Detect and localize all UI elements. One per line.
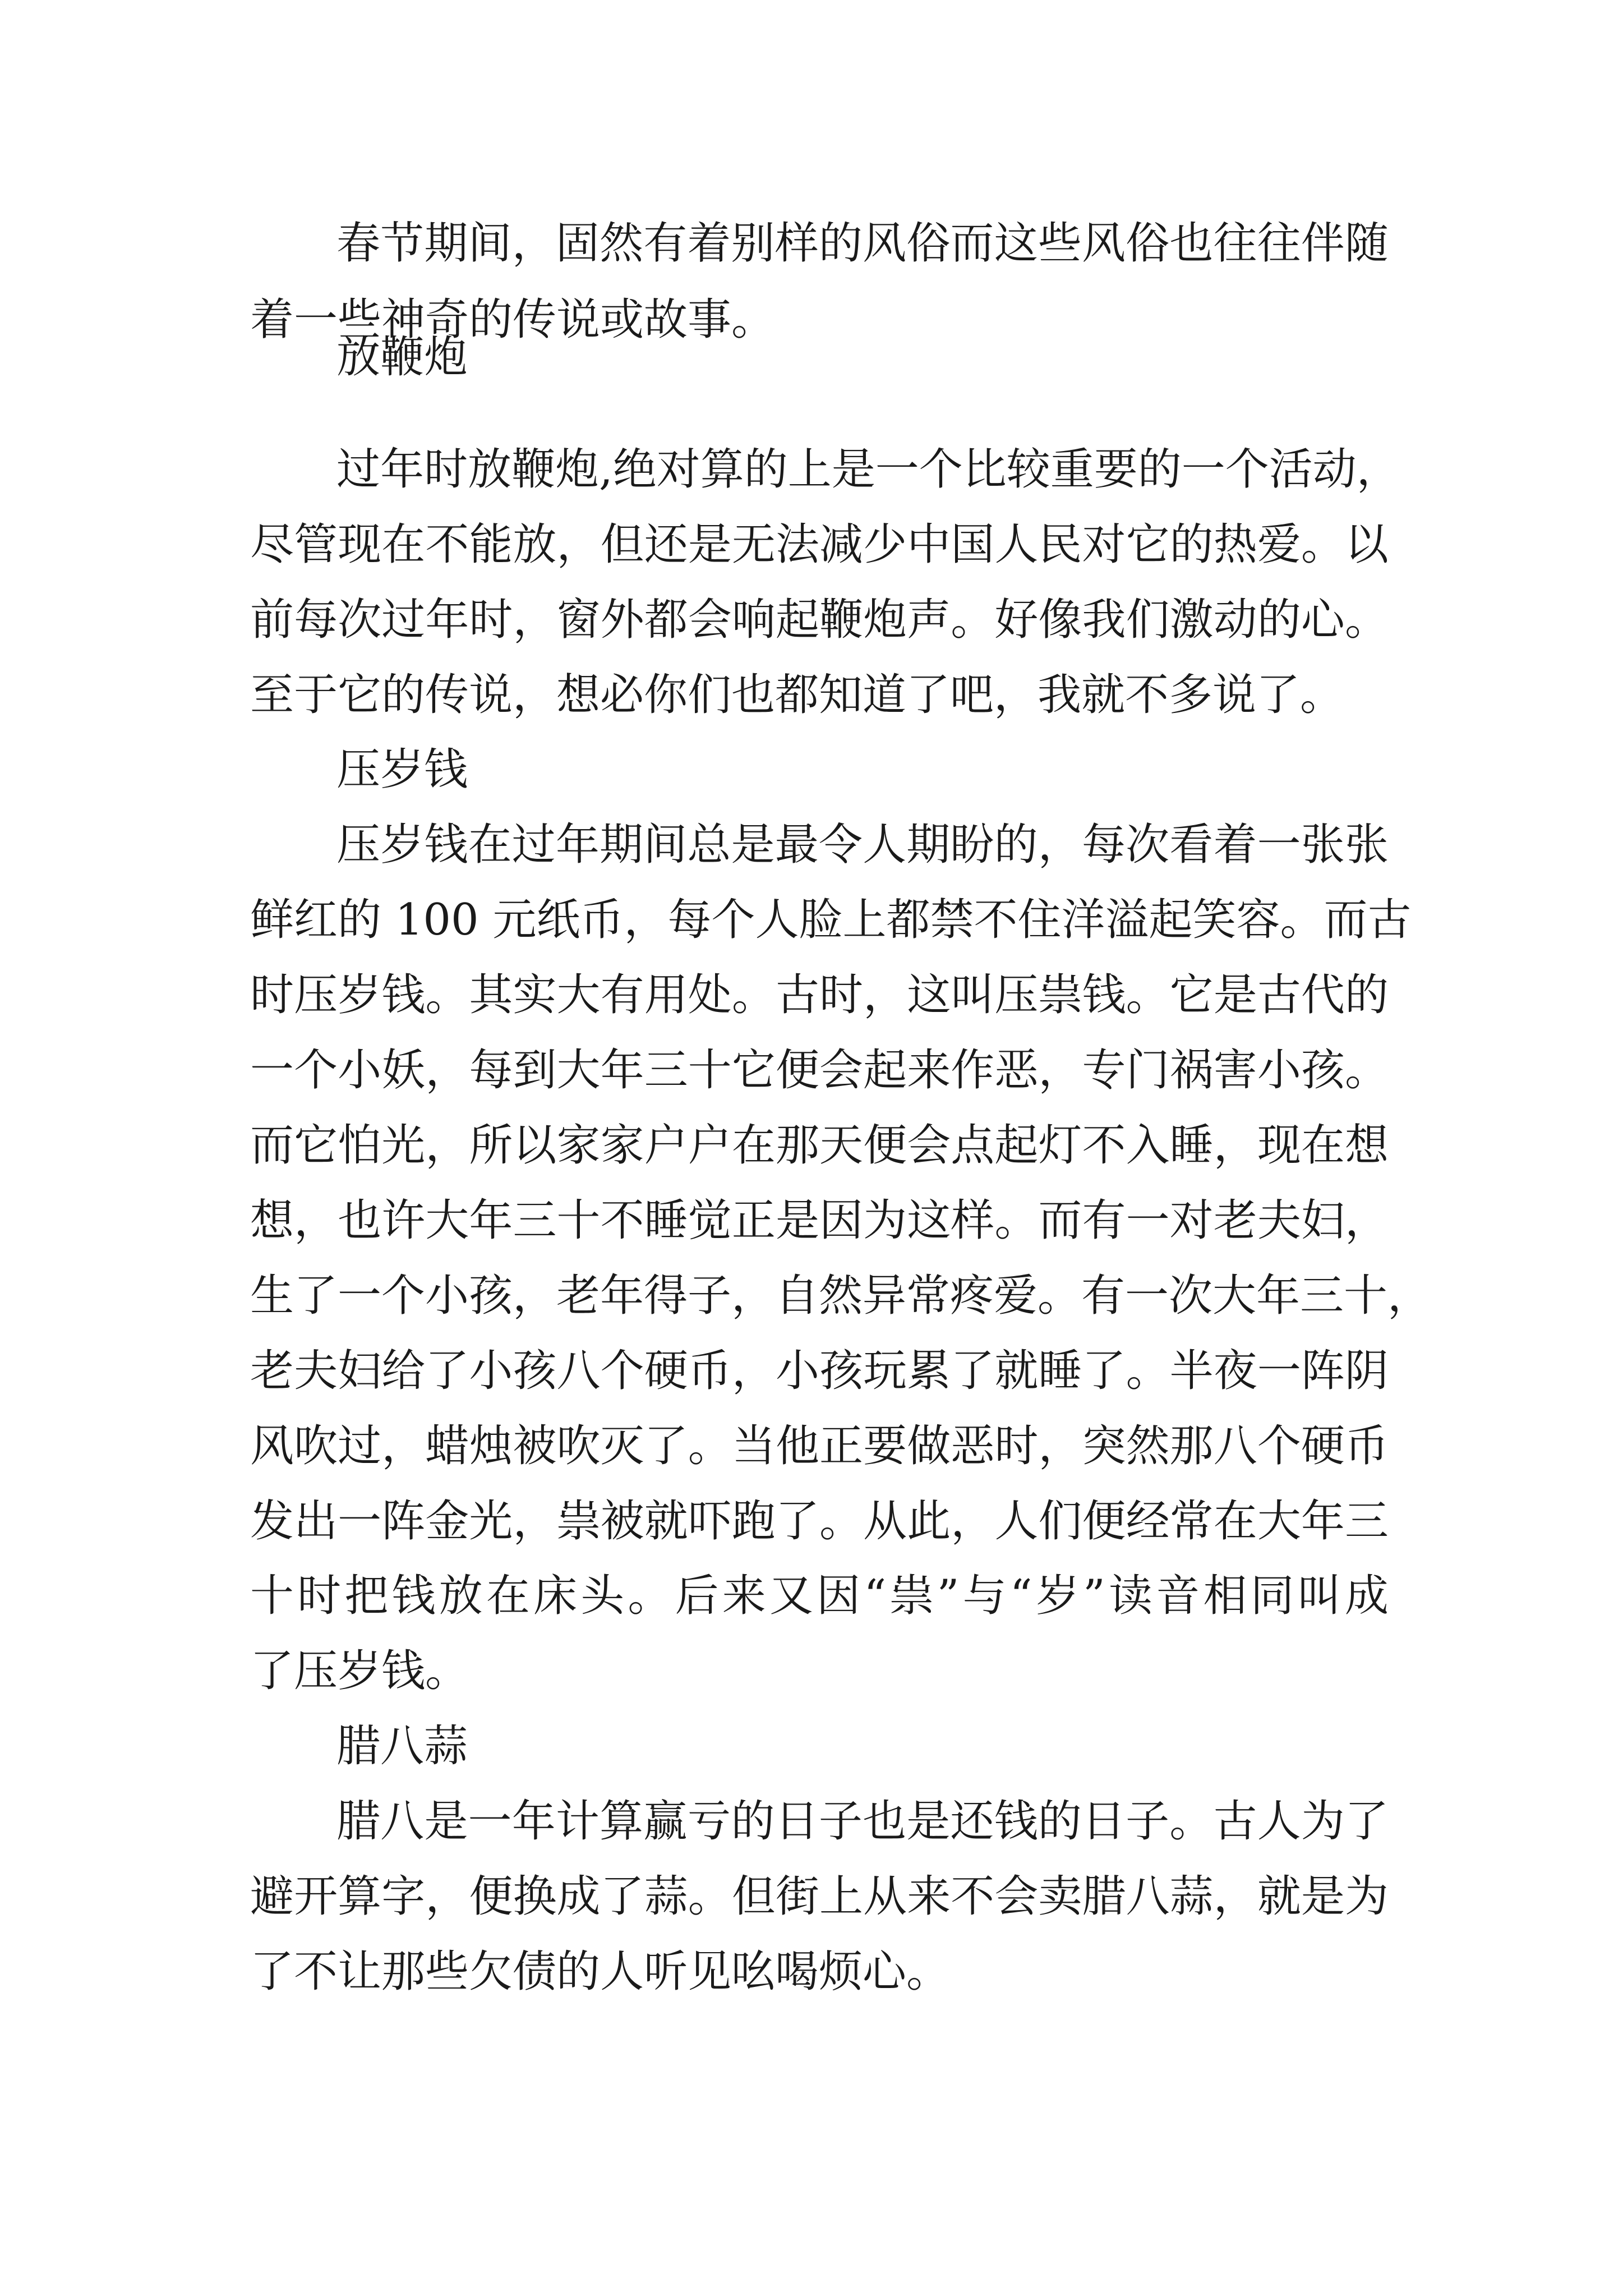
- paragraph-firecrackers-line-3: 前每次过年时，窗外都会响起鞭炮声。好像我们激动的心。: [250, 595, 1389, 645]
- paragraph-laba-garlic-line-1: 腊八是一年计算赢亏的日子也是还钱的日子。古人为了: [336, 1796, 1389, 1847]
- paragraph-firecrackers-line-2: 尽管现在不能放，但还是无法减少中国人民对它的热爱。以: [250, 519, 1389, 570]
- paragraph-lucky-money-line-6: 想，也许大年三十不睡觉正是因为这样。而有一对老夫妇，: [250, 1195, 1389, 1246]
- section-heading-firecrackers: 放鞭炮: [336, 332, 468, 383]
- paragraph-lucky-money-line-10: 发出一阵金光，祟被就吓跑了。从此，人们便经常在大年三: [250, 1496, 1389, 1547]
- paragraph-lucky-money-line-3: 时压岁钱。其实大有用处。古时，这叫压祟钱。它是古代的: [250, 970, 1389, 1020]
- paragraph-lucky-money-line-1: 压岁钱在过年期间总是最令人期盼的，每次看着一张张: [336, 820, 1389, 870]
- paragraph-lucky-money-line-5: 而它怕光，所以家家户户在那天便会点起灯不入睡，现在想: [250, 1120, 1389, 1171]
- paragraph-lucky-money-line-8: 老夫妇给了小孩八个硬币，小孩玩累了就睡了。半夜一阵阴: [250, 1346, 1389, 1396]
- paragraph-lucky-money-line-7: 生了一个小孩，老年得子，自然异常疼爱。有一次大年三十，: [250, 1271, 1432, 1321]
- paragraph-firecrackers-line-4: 至于它的传说，想必你们也都知道了吧，我就不多说了。: [250, 670, 1344, 720]
- paragraph-lucky-money-line-12: 了压岁钱。: [250, 1646, 469, 1696]
- section-heading-laba-garlic: 腊八蒜: [336, 1721, 468, 1772]
- paragraph-intro-line-1: 春节期间，固然有着别样的风俗而这些风俗也往往伴随: [336, 218, 1389, 269]
- paragraph-intro-line-2: 着一些神奇的传说或故事。: [250, 295, 776, 345]
- paragraph-laba-garlic-line-3: 了不让那些欠债的人听见吆喝烦心。: [250, 1947, 951, 1997]
- paragraph-lucky-money-line-2: 鲜红的 100 元纸币，每个人脸上都禁不住洋溢起笑容。而古: [250, 895, 1412, 945]
- paragraph-laba-garlic-line-2: 避开算字，便换成了蒜。但街上从来不会卖腊八蒜，就是为: [250, 1871, 1389, 1922]
- paragraph-firecrackers-line-1: 过年时放鞭炮,绝对算的上是一个比较重要的一个活动，: [336, 444, 1400, 495]
- paragraph-lucky-money-line-11: 十时把钱放在床头。后来又因“祟”与“岁”读音相同叫成: [250, 1571, 1389, 1621]
- paragraph-lucky-money-line-4: 一个小妖，每到大年三十它便会起来作恶，专门祸害小孩。: [250, 1045, 1389, 1096]
- paragraph-lucky-money-line-9: 风吹过，蜡烛被吹灭了。当他正要做恶时，突然那八个硬币: [250, 1421, 1389, 1471]
- section-heading-lucky-money: 压岁钱: [336, 744, 468, 795]
